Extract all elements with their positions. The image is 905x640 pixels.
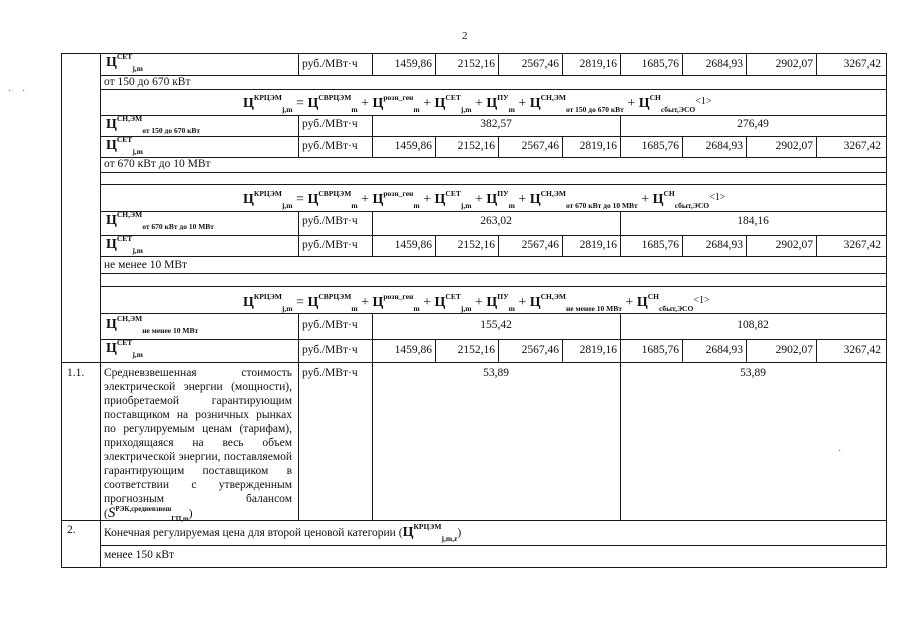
price-value: 2567,46 (521, 344, 559, 356)
rule (298, 53, 299, 75)
price-value: 1459,86 (394, 239, 432, 251)
scan-mark: · (838, 446, 842, 457)
price-value: 3267,42 (843, 140, 881, 152)
price-value: 2152,16 (457, 58, 495, 70)
row-number: 1.1. (67, 367, 85, 379)
rule (746, 53, 747, 75)
table-border-left (61, 53, 62, 567)
rule (435, 53, 436, 75)
price-value: 2684,93 (705, 58, 743, 70)
price-value: 2567,46 (521, 58, 559, 70)
voltage-band-label: от 670 кВт до 10 МВт (104, 158, 211, 170)
rule (562, 339, 563, 362)
price-value: 2684,93 (705, 239, 743, 251)
price-value: 1685,76 (641, 58, 679, 70)
price-formula: $Ц^{КРЦЭМ}_{j,m} = Ц^{СВРЦЭМ}_m + Ц^{розн\_ген}_m + Ц^{СЕТ}_{j,m} + Ц^{ПУ}_m + Ц^{СН,ЭМ}_{от 670 кВт до 10 МВт} + Ц^{СН}_{сбыт,ЭСО}^{<1>}$ (243, 189, 726, 210)
weighted-cost-value: 53,89 (483, 367, 509, 379)
set-symbol: $Ц^{СЕТ}_{j,m}$ (106, 52, 143, 73)
section-heading: Конечная регулируемая цена для второй ценовой категории $(Ц^{КРЦЭМ}_{j,m,z})$ (104, 522, 462, 543)
rule (435, 235, 436, 256)
table-border-right (886, 53, 887, 567)
rule (100, 256, 887, 257)
rule (298, 313, 299, 362)
rule (620, 362, 621, 520)
rule (562, 53, 563, 75)
rule (562, 235, 563, 256)
sn-value: 382,57 (480, 118, 512, 130)
unit-label: руб./МВт·ч (302, 319, 358, 331)
voltage-band-label: не менее 10 МВт (104, 259, 188, 271)
rule (816, 53, 817, 75)
price-value: 2152,16 (457, 239, 495, 251)
rule (498, 235, 499, 256)
rule (100, 172, 887, 173)
price-value: 2819,16 (579, 344, 617, 356)
unit-label: руб./МВт·ч (302, 215, 358, 227)
price-value: 2684,93 (705, 140, 743, 152)
price-value: 1459,86 (394, 140, 432, 152)
rule (100, 273, 887, 274)
rule (100, 286, 887, 287)
price-value: 2819,16 (579, 58, 617, 70)
rule (100, 235, 887, 236)
price-value: 3267,42 (843, 344, 881, 356)
sn-symbol: $Ц^{СН,ЭМ}_{не менее 10 МВт}$ (106, 314, 199, 335)
rule (682, 53, 683, 75)
unit-label: руб./МВт·ч (302, 239, 358, 251)
rule (746, 235, 747, 256)
rule (61, 567, 887, 568)
price-formula: $Ц^{КРЦЭМ}_{j,m} = Ц^{СВРЦЭМ}_m + Ц^{розн\_ген}_m + Ц^{СЕТ}_{j,m} + Ц^{ПУ}_m + Ц^{СН,ЭМ}_{от 150 до 670 кВт} + Ц^{СН}_{сбыт,ЭСО}^{<1>}$ (243, 93, 712, 114)
rule (100, 339, 887, 340)
number-column-line (100, 53, 101, 567)
rule (372, 53, 373, 75)
price-value: 3267,42 (843, 239, 881, 251)
weighted-cost-value: 53,89 (740, 367, 766, 379)
unit-label: руб./МВт·ч (302, 58, 358, 70)
rule (498, 53, 499, 75)
price-value: 2684,93 (705, 344, 743, 356)
rule (816, 235, 817, 256)
sn-value: 276,49 (737, 118, 769, 130)
price-value: 2902,07 (775, 58, 813, 70)
rule (100, 157, 887, 158)
rule (100, 211, 887, 212)
rule (498, 339, 499, 362)
set-symbol: $Ц^{СЕТ}_{j,m}$ (106, 234, 143, 255)
sn-value: 155,42 (480, 319, 512, 331)
price-value: 2567,46 (521, 140, 559, 152)
sn-value: 108,82 (737, 319, 769, 331)
rule (562, 136, 563, 157)
price-value: 1459,86 (394, 58, 432, 70)
rule (61, 362, 887, 363)
rule (816, 136, 817, 157)
sn-symbol: $Ц^{СН,ЭМ}_{от 670 кВт до 10 МВт}$ (106, 210, 214, 231)
rule (682, 136, 683, 157)
rule (620, 53, 621, 75)
row-number: 2. (67, 524, 76, 536)
unit-label: руб./МВт·ч (302, 118, 358, 130)
rule (100, 545, 887, 546)
rule (372, 362, 373, 520)
voltage-band-label: менее 150 кВт (104, 549, 175, 561)
price-value: 2902,07 (775, 344, 813, 356)
set-symbol: $Ц^{СЕТ}_{j,m}$ (106, 338, 143, 359)
price-value: 2152,16 (457, 344, 495, 356)
price-value: 1685,76 (641, 344, 679, 356)
sn-value: 263,02 (480, 215, 512, 227)
price-value: 2567,46 (521, 239, 559, 251)
price-value: 1685,76 (641, 140, 679, 152)
rule (746, 339, 747, 362)
rule (435, 136, 436, 157)
price-value: 2902,07 (775, 239, 813, 251)
rule (298, 211, 299, 256)
set-symbol: $Ц^{СЕТ}_{j,m}$ (106, 135, 143, 156)
scan-mark: · (22, 86, 26, 97)
unit-label: руб./МВт·ч (302, 140, 358, 152)
rule (298, 115, 299, 157)
rule (61, 53, 887, 54)
rule (100, 313, 887, 314)
rule (435, 339, 436, 362)
rule (100, 89, 887, 90)
price-value: 2819,16 (579, 239, 617, 251)
price-value: 1459,86 (394, 344, 432, 356)
voltage-band-label: от 150 до 670 кВт (104, 76, 191, 88)
weighted-cost-description: Средневзвешенная стоимость электрической энергии (мощности), приобретаемой гарантирующим поставщиком на розничных рынках по регулируемым ценам (тарифам), приходящаяся на весь объем электрической энергии, поставляемой гарантирующим поставщиком в соответствии с утвержденным прогнозным балансом $(S^{РЭК,средневзвеш}_{ГП,m})$ (104, 367, 292, 523)
rule (298, 362, 299, 520)
price-value: 2819,16 (579, 140, 617, 152)
rule (100, 136, 887, 137)
rule (682, 235, 683, 256)
rule (682, 339, 683, 362)
sn-value: 184,16 (737, 215, 769, 227)
scan-mark: · (8, 86, 12, 97)
rule (100, 184, 887, 185)
rule (100, 75, 887, 76)
page-number: 2 (462, 30, 468, 42)
price-value: 3267,42 (843, 58, 881, 70)
sn-symbol: $Ц^{СН,ЭМ}_{от 150 до 670 кВт}$ (106, 114, 201, 135)
rule (100, 115, 887, 116)
price-value: 2902,07 (775, 140, 813, 152)
rule (816, 339, 817, 362)
price-formula: $Ц^{КРЦЭМ}_{j,m} = Ц^{СВРЦЭМ}_m + Ц^{розн\_ген}_m + Ц^{СЕТ}_{j,m} + Ц^{ПУ}_m + Ц^{СН,ЭМ}_{не менее 10 МВт} + Ц^{СН}_{сбыт,ЭСО}^{<1>}$ (243, 292, 710, 313)
price-value: 2152,16 (457, 140, 495, 152)
rule (746, 136, 747, 157)
rule (498, 136, 499, 157)
unit-label: руб./МВт·ч (302, 344, 358, 356)
price-value: 1685,76 (641, 239, 679, 251)
unit-label: руб./МВт·ч (302, 367, 358, 379)
